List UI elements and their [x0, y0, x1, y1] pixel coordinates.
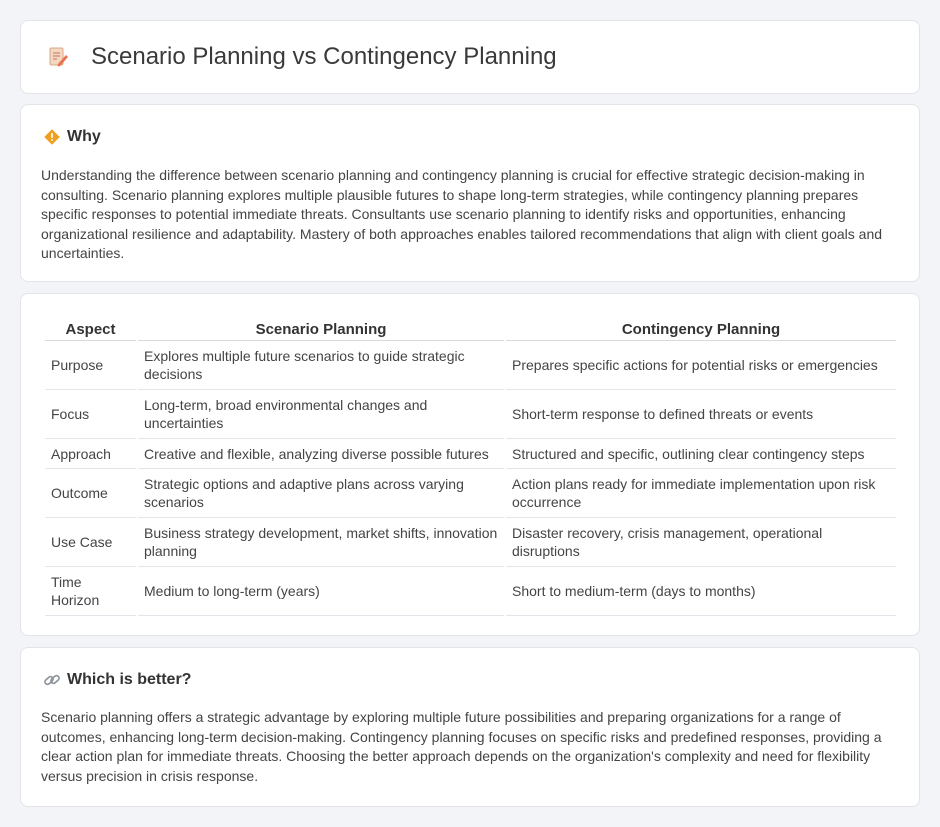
row-aspect: Purpose: [45, 341, 136, 390]
table-header-row: [45, 316, 896, 341]
why-heading-row: [43, 128, 101, 146]
link-icon: [43, 671, 61, 689]
row-contingency: Short-term response to defined threats or events: [506, 390, 896, 439]
why-heading: Why: [67, 128, 101, 145]
row-aspect: Outcome: [45, 469, 136, 518]
row-scenario: Explores multiple future scenarios to guide strategic decisions: [138, 341, 504, 390]
row-aspect: Approach: [45, 439, 136, 469]
why-card: [20, 104, 920, 282]
row-contingency: Prepares specific actions for potential risks or emergencies: [506, 341, 896, 390]
row-aspect: Time Horizon: [45, 567, 136, 616]
memo-pencil-icon: [47, 46, 69, 68]
comparison-card: [20, 293, 920, 636]
row-contingency: Disaster recovery, crisis management, operational disruptions: [506, 518, 896, 567]
row-contingency: Short to medium-term (days to months): [506, 567, 896, 616]
which-better-card: [20, 647, 920, 807]
row-scenario: Medium to long-term (years): [138, 567, 504, 616]
better-body: Scenario planning offers a strategic advantage by exploring multiple future possibilities and preparing organizations for a range of outcomes, enhancing long-term decision-making. Contingency planning focuses on specific risks and predefined responses, providing a clear action plan for immediate threats. Choosing the better approach depends on the organization's complexity and need for flexibility versus precision in crisis response.: [41, 709, 882, 784]
row-scenario: Creative and flexible, analyzing diverse possible futures: [138, 439, 504, 469]
row-scenario: Strategic options and adaptive plans across varying scenarios: [138, 469, 504, 518]
comparison-table: [43, 316, 898, 616]
why-body: Understanding the difference between scenario planning and contingency planning is crucial for effective strategic decision-making in consulting. Scenario planning explores multiple plausible futures to shape long-term strategies, while contingency planning prepares specific responses to potential immediate threats. Consultants use scenario planning to identify risks and opportunities, enhancing organizational resilience and adaptability. Mastery of both approaches enables tailored recommendations that align with client goals and uncertainties.: [41, 167, 883, 261]
table-row: [45, 390, 896, 439]
table-row: [45, 567, 896, 616]
row-scenario: Business strategy development, market shifts, innovation planning: [138, 518, 504, 567]
row-aspect: Use Case: [45, 518, 136, 567]
title-card: [20, 20, 920, 94]
table-row: [45, 439, 896, 469]
table-row: [45, 341, 896, 390]
better-heading: Which is better?: [67, 671, 192, 688]
row-contingency: Structured and specific, outlining clear contingency steps: [506, 439, 896, 469]
page-title: Scenario Planning vs Contingency Planning: [91, 43, 557, 70]
warning-diamond-icon: [43, 128, 61, 146]
table-row: [45, 469, 896, 518]
row-scenario: Long-term, broad environmental changes and uncertainties: [138, 390, 504, 439]
header-contingency: Contingency Planning: [506, 316, 896, 341]
table-row: [45, 518, 896, 567]
better-heading-row: [43, 671, 191, 689]
header-aspect: Aspect: [45, 316, 136, 341]
header-scenario: Scenario Planning: [138, 316, 504, 341]
row-aspect: Focus: [45, 390, 136, 439]
row-contingency: Action plans ready for immediate implementation upon risk occurrence: [506, 469, 896, 518]
